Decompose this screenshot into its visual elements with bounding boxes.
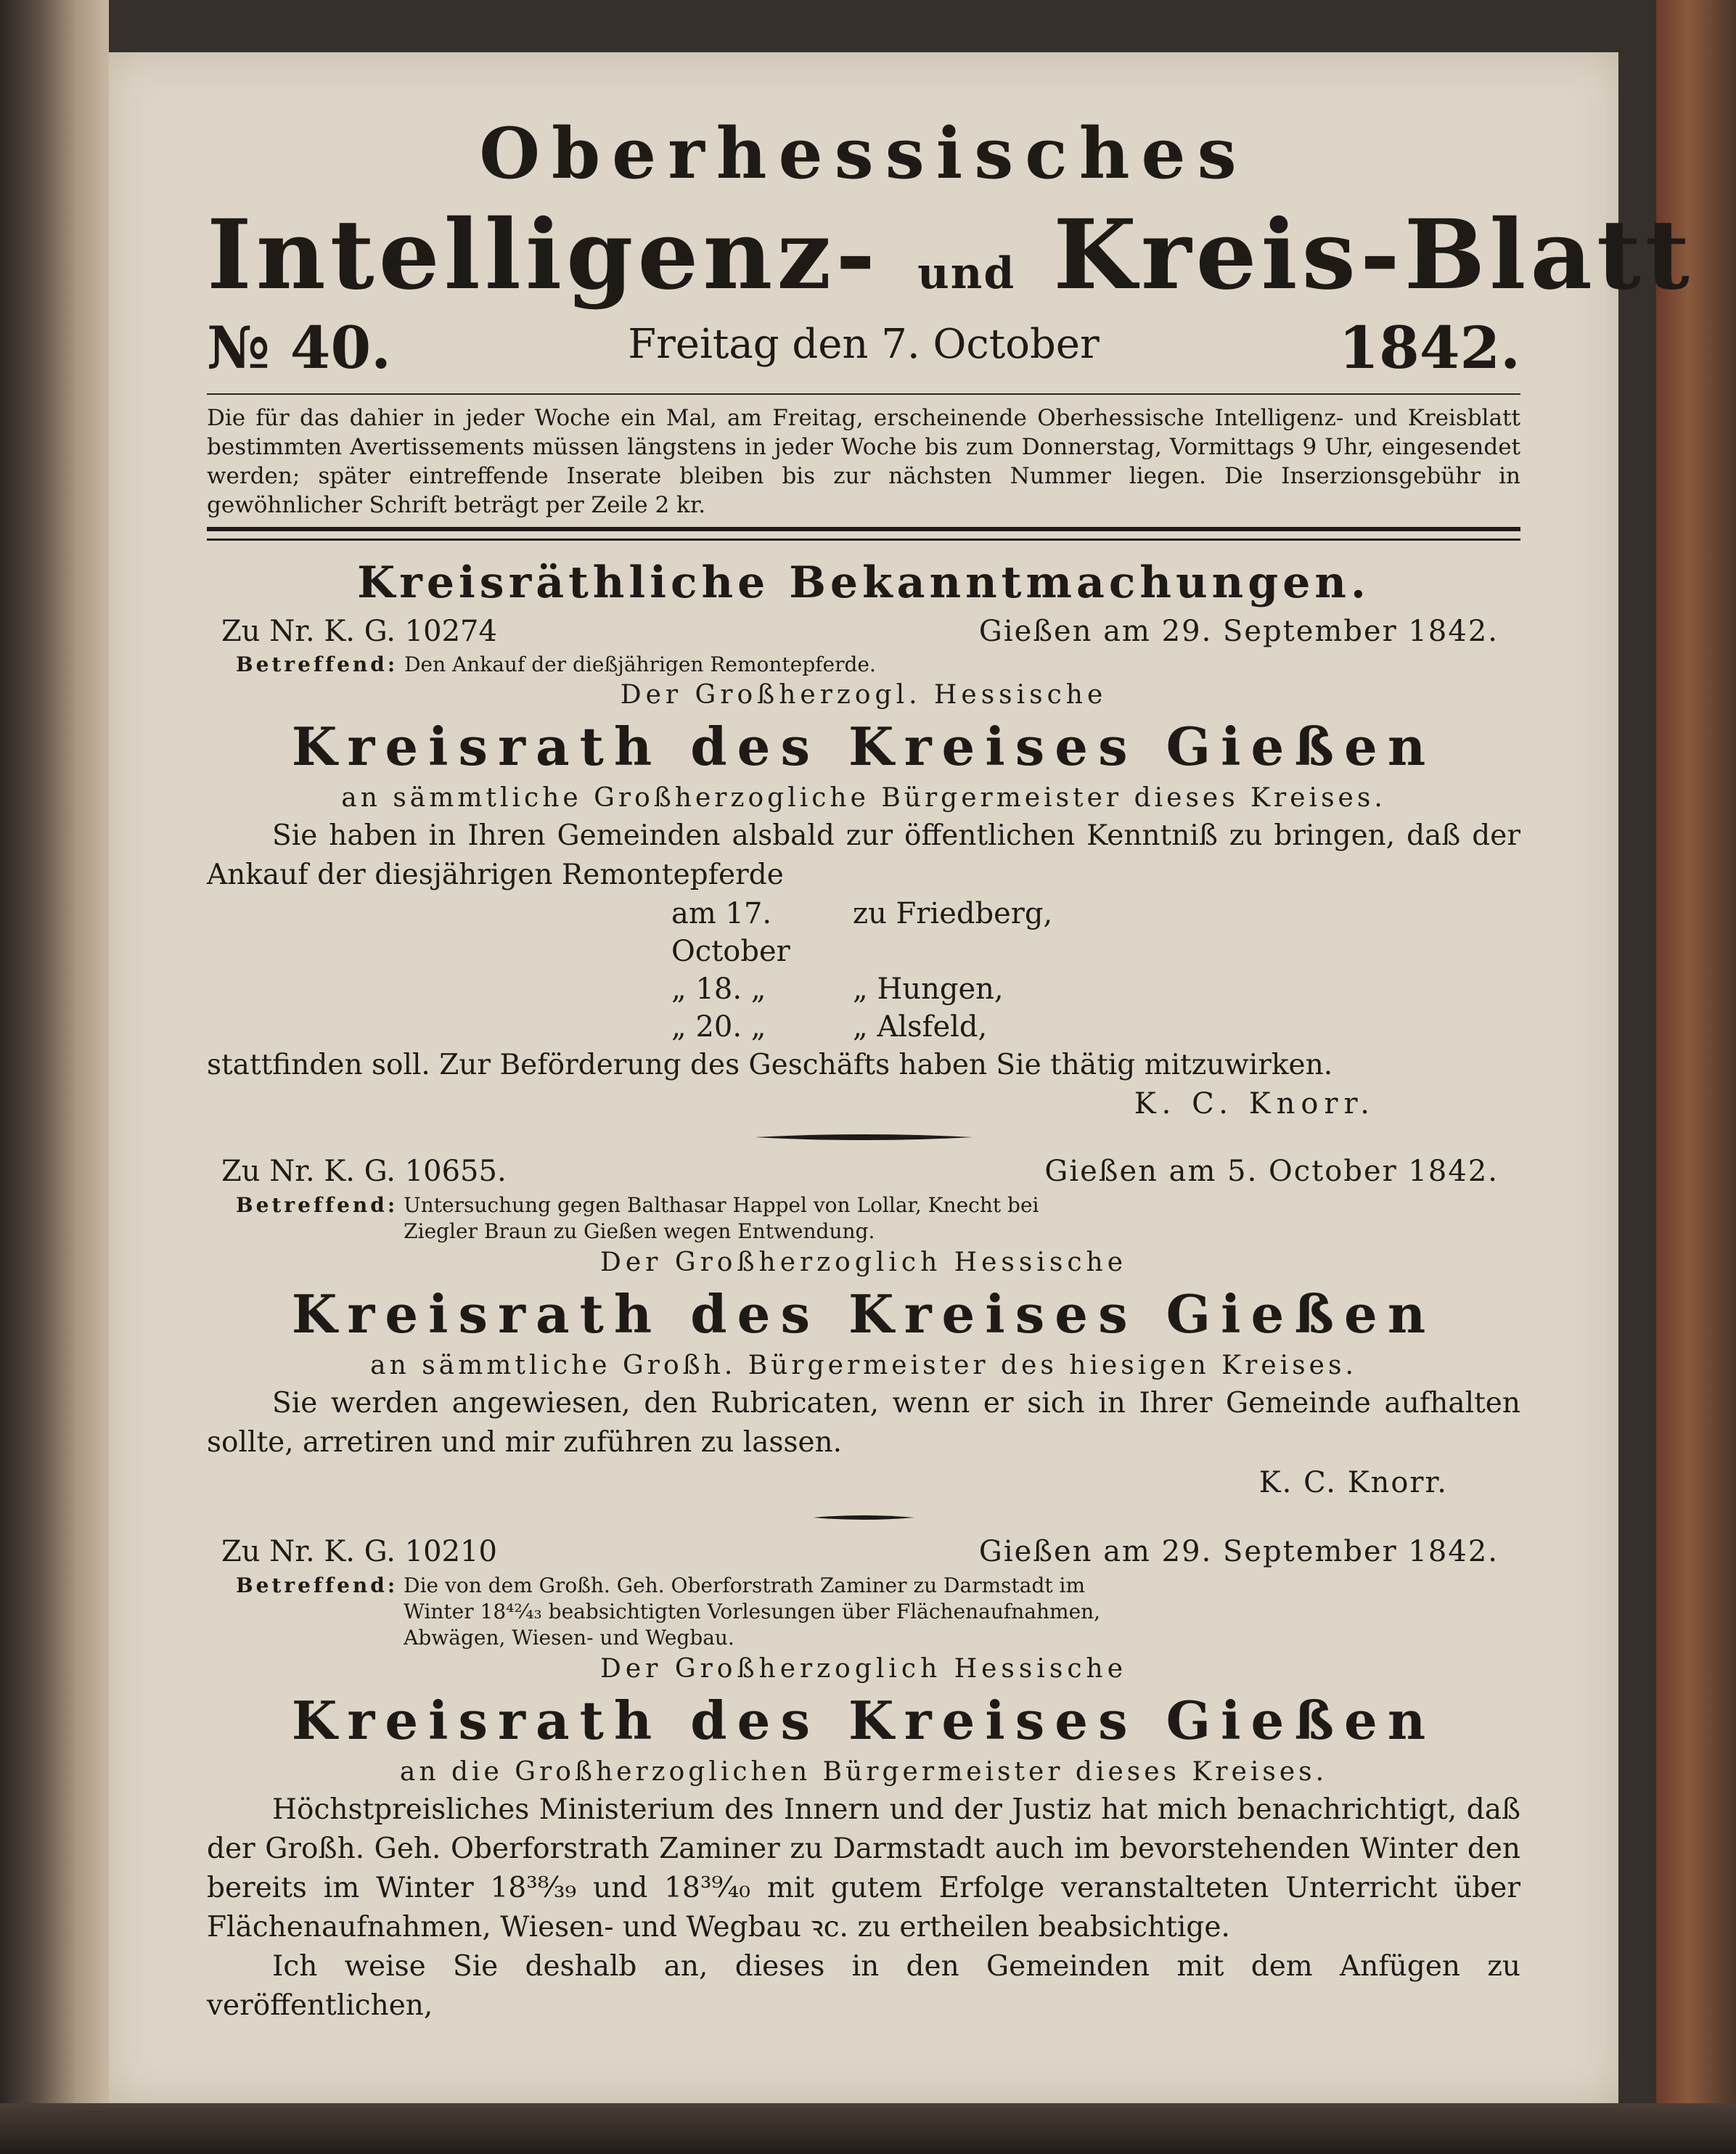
subject-line [236,652,1520,677]
place-date: Gießen am 29. September 1842. [978,615,1499,648]
announcement-2 [207,1152,1520,1503]
page-content [207,110,1694,2070]
schedule-place: „ Hungen, [853,972,1004,1006]
authority-line-2: Kreisrath des Kreises Gießen [291,716,1436,777]
schedule-place: zu Friedberg, [853,897,1053,930]
subject-line [236,1573,1520,1651]
announcement-header [207,1532,1520,1573]
issue-date: Freitag den 7. October [628,321,1100,368]
authority-line-2: Kreisrath des Kreises Gießen [291,1283,1436,1345]
reference-number: Zu Nr. K. G. 10655. [221,1155,507,1188]
subject-text: Den Ankauf der dießjährigen Remontepferde. [404,652,876,676]
subject-label: Betreffend: [236,652,398,676]
issue-number: № 40. [207,314,391,382]
book-bottom-edge [0,2103,1736,2154]
authority-line-2: Kreisrath des Kreises Gießen [291,1690,1436,1751]
double-rule [207,527,1520,541]
reference-number: Zu Nr. K. G. 10274 [221,615,497,648]
masthead-top: Oberhessisches [479,112,1248,194]
authority-line-1: Der Großherzoglich Hessische [600,1248,1127,1277]
body-paragraph-2: Ich weise Sie deshalb an, dieses in den Gemeinden mit dem Anfügen zu veröffentlichen, [207,1950,1520,2022]
ornament-divider [207,1123,1520,1152]
schedule-row [671,970,1520,1008]
body-outro: stattfinden soll. Zur Beförderung des Geschäfts haben Sie thätig mitzuwirken. [207,1049,1333,1081]
signature: K. C. Knorr. [1134,1087,1375,1121]
schedule-date: am 17. October [671,897,790,968]
ornament-rule-icon [813,1510,914,1525]
masthead-main-left: Intelligenz- [207,199,880,311]
announcement-header [207,1152,1520,1192]
schedule-date: „ 20. „ [671,1010,766,1044]
authority-line-3: an sämmtliche Großh. Bürgermeister des hiesigen Kreises. [370,1351,1357,1380]
announcement-header [207,612,1520,652]
body-text: Sie werden angewiesen, den Rubricaten, wenn er sich in Ihrer Gemeinde aufhalten sollte, arretiren und mir zuführen zu lassen. [207,1387,1520,1459]
schedule-place: „ Alsfeld, [853,1010,988,1044]
place-date: Gießen am 5. October 1842. [1044,1155,1499,1188]
book-gutter [0,0,109,2154]
body-paragraph-1: Höchstpreisliches Ministerium des Innern und der Justiz hat mich benachrichtigt, daß der Großh. Geh. Oberforstrath Zaminer zu Darmstadt auch im bevorstehenden Winter den bereits im Winter 18³⁸⁄₃₉ und 18³⁹⁄₄₀ mit gutem Erfolge veranstalteten Unterricht über Flächenaufnahmen, Wiesen- und Wegbau ꝛc. zu ertheilen beabsichtige. [207,1793,1520,1944]
masthead-rule [207,393,1520,395]
signature: K. C. Knorr. [1258,1466,1448,1499]
subject-text: Untersuchung gegen Balthasar Happel von Lollar, Knecht bei Ziegler Braun zu Gießen wegen Entwendung. [404,1193,1039,1243]
subject-label: Betreffend: [236,1573,398,1597]
section-title: Kreisräthliche Bekanntmachungen. [357,557,1370,608]
subject-text: Die von dem Großh. Geh. Oberforstrath Zaminer zu Darmstadt im Winter 18⁴²⁄₄₃ beabsichtigten Vorlesungen über Flächenaufnahmen, Abwägen, Wiesen- und Wegbau. [404,1573,1101,1650]
schedule-row [671,1008,1520,1046]
publication-notice: Die für das dahier in jeder Woche ein Mal, am Freitag, erscheinende Oberhessische Intelligenz- und Kreisblatt bestimmten Avertissements müssen längstens in jeder Woche bis zum Donnerstag, Vormittags 9 Uhr, eingesendet werden; später eintreffende Inserate bleiben bis zur nächsten Nummer liegen. Die Inserzionsgebühr in gewöhnlicher Schrift beträgt per Zeile 2 kr. [207,405,1520,518]
masthead-und: und [917,248,1016,299]
schedule-date: „ 18. „ [671,972,766,1006]
subject-line [236,1192,1520,1245]
subject-label: Betreffend: [236,1193,398,1217]
schedule-row [671,895,1520,970]
newspaper-page [109,52,1694,2103]
book-binding-edge [1656,0,1736,2154]
dateline [207,314,1520,393]
ornament-divider [207,1503,1520,1532]
schedule [671,895,1520,1046]
place-date: Gießen am 29. September 1842. [978,1535,1499,1568]
body-intro: Sie haben in Ihren Gemeinden alsbald zur öffentlichen Kenntniß zu bringen, daß der Ankauf der diesjährigen Remontepferde [207,819,1520,891]
authority-line-3: an die Großherzoglichen Bürgermeister dieses Kreises. [399,1757,1328,1787]
ornament-rule-icon [755,1130,973,1144]
announcement-1 [207,612,1520,1123]
reference-number: Zu Nr. K. G. 10210 [221,1535,497,1568]
issue-year: 1842. [1338,314,1520,382]
authority-line-1: Der Großherzogl. Hessische [620,680,1107,710]
authority-line-3: an sämmtliche Großherzogliche Bürgermeister dieses Kreises. [341,783,1386,813]
announcement-3 [207,1532,1520,2026]
masthead-main-right: Kreis-Blatt [1053,199,1694,311]
authority-line-1: Der Großherzoglich Hessische [600,1654,1127,1684]
masthead-main [207,197,1694,314]
